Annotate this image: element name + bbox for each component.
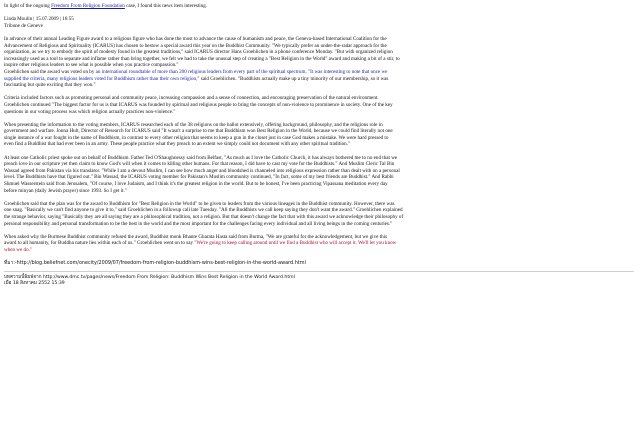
text-line: fascinating but quite exciting that they won." [4,82,96,89]
intro-line [0,3,640,10]
printed-date-line: เมื่อ 18 สิงหาคม 2552 15:39 [4,280,65,286]
text-line: one snag. "Basically we can't find anyone to give it to," said Groehlichen in a followup call late Tuesday. "All the Buddhists we call keep saying they don't want the award." Groehlichen explained [4,207,403,214]
text-line: inspire other religious leaders to see what is possible when you practice compassion." [4,62,179,69]
text-line: even find a Buddhist that had ever been in an army. These people practice what they preach to an extent we simply could not document with any other spiritual tradition." [4,141,351,148]
text-line: personal responsibility and personal transformation to be the best in the world and the most important for the challenges facing every individual and all living beings in the coming centuries." [4,220,393,227]
text-line: Wassad agreed from Pakistan via his translator. "While I am a devout Muslim, I can see how much anger and bloodshed is channeled into religious expression rather than dealt with on a personal [4,167,400,174]
text-line [0,76,640,83]
text-line: Advancement of Religious and Spirituality (ICARUS) has chosen to bestow a special award this year on the Buddhist Community. "We typically prefer an under-the-radar approach for the [4,42,387,49]
text-line: Criteria included factors such as promoting personal and community peace, increasing compassion and a sense of connection, and encouraging preservation of the natural environment. [4,95,379,102]
text-line [0,69,640,76]
byline-source: Tribune de Geneve [4,22,43,29]
text-line: Groehlichen said that the plan was for the award to Buddhism for "Best Religion in the World" to be given to leaders from the various lineages in the Buddhist community. However, there was [4,200,395,207]
text-line: preach love in our scripture yet then claim to know God's will when it comes to killing other humans. For that reason, I did have to cast my vote for the Buddhists." And Muslim Cleric Tal Bin [4,161,395,168]
text-line: when we do." [4,246,32,253]
text-line [0,240,640,247]
highlight-text: an international roundtable of more than 200 religious leaders from every part of the spiritual spectrum. [95,68,307,75]
text-line: Shmuel Wasserstein said from Jerusalem, "Of course, I love Judaism, and I think it's the greatest religion in the world. But to be honest, I've been practicing Vipassana meditation every day [4,181,388,188]
text-span: " said Groehlichen. "Buddhists actually make up a tiny minority of our membership, so it was [197,75,389,82]
paragraph-4 [0,155,640,195]
text-line: When presenting the information to the voting members, ICARUS researched each of the 38 religions on the ballot extensively, offering background, philosophy, and the religions role in [4,121,383,128]
text-span: award to all humanity, for Buddha nature lies within each of us." Groehlichen went on to say [4,240,195,247]
intro-text-after: case, I found this news item interesting. [124,3,208,9]
text-line: government and warfare. Jonna Hult, Director of Research for ICARUS said "It wasn't a surprise to me that Buddhism won Best Religion in the World, because we could find literally not one [4,128,393,135]
paragraph-2 [0,95,640,115]
paragraph-3 [0,122,640,148]
text-line: questions in our voting process was which religion actually practices non-violence." [4,108,176,115]
highlight-text: "It was interesting to note that once we [306,68,388,75]
text-line: In advance of their annual Leading Figure award to a religious figure who has done the most to advance the cause of humanism and peace, the Geneva-based International Coalition for the [4,35,387,42]
footer-divider [4,271,634,272]
byline-author-date: Linda Moulin | 15.07.2009 | 16:55 [4,16,74,23]
paragraph-5 [0,201,640,227]
ffrf-link[interactable]: Freedom From Religion Foundation [51,3,125,9]
printed-from-line: บทความนี้พิมพ์จาก http://www.dmc.tv/pages/news/Freedom From Religion: Buddhism Wins Best Religion in the World Award.html [4,274,295,280]
paragraph-1 [0,36,640,89]
highlight-text: "We're going to keep calling around until we find a Buddhist who will accept it. We'll let you know [194,240,397,247]
intro-text: In light of the ongoing [4,3,52,9]
source-url-line: ที่มา:-http://blog.beliefnet.com/onecity/2009/07/freedom-from-religion-buddhism-wins-best-religion-in-the-world-award.html [4,260,306,267]
text-line: At least one Catholic priest spoke out on behalf of Buddhism. Father Ted O'Shaughnessy said from Belfast, "As much as I love the Catholic Church, it has always bothered me to no end that we [4,154,398,161]
text-line: the strange behavior, saying "Basically they are all saying they are a philosophical tradition, not a religion. But that doesn't change the fact that with this award we acknowledge their philosophy of [4,214,404,220]
text-line: Groehlichen continued "The biggest factor for us is that ICARUS was founded by spiritual and religious people to bring the concepts of non-violence to prominence in society. One of the key [4,101,393,108]
text-span: Groehlichen said the award was voted on by [4,68,96,75]
text-line: organization, as we try to embody the spirit of modesty found in the greatest traditions," said ICARUS director Hans Groehlichen in a phone conference Monday. "But with organized religion [4,49,393,56]
text-line: level. The Buddhists have that figured out." Bin Wassad, the ICARUS voting member for Pakistan's Muslim community continued, "In fact, some of my best friends are Buddhist." And Rabbi [4,174,394,181]
text-line: before minyan (daily Jewish prayer) since 1993. So I get it." [4,187,127,194]
paragraph-6 [0,234,640,254]
text-line: single instance of a war fought in the name of Buddhism, in contrast to every other religion that seems to keep a gun in the closet just in case God makes a mistake. We were hard pressed to [4,134,389,141]
highlight-text: supplied the criteria, many religious leaders voted for Buddhism rather than their own religion, [4,75,198,82]
text-line: When asked why the Burmese Buddhist community refused the award, Buddhist monk Bhante Gharata Hasta said from Burma, "We are grateful for the acknowledgement, but we give this [4,233,388,240]
text-line: increasingly used as a tool to separate and inflame rather than bring together, we felt we had to take the unusual step of creating a "Best Religion in the World" award and making a bit of a stir, to [4,55,400,62]
